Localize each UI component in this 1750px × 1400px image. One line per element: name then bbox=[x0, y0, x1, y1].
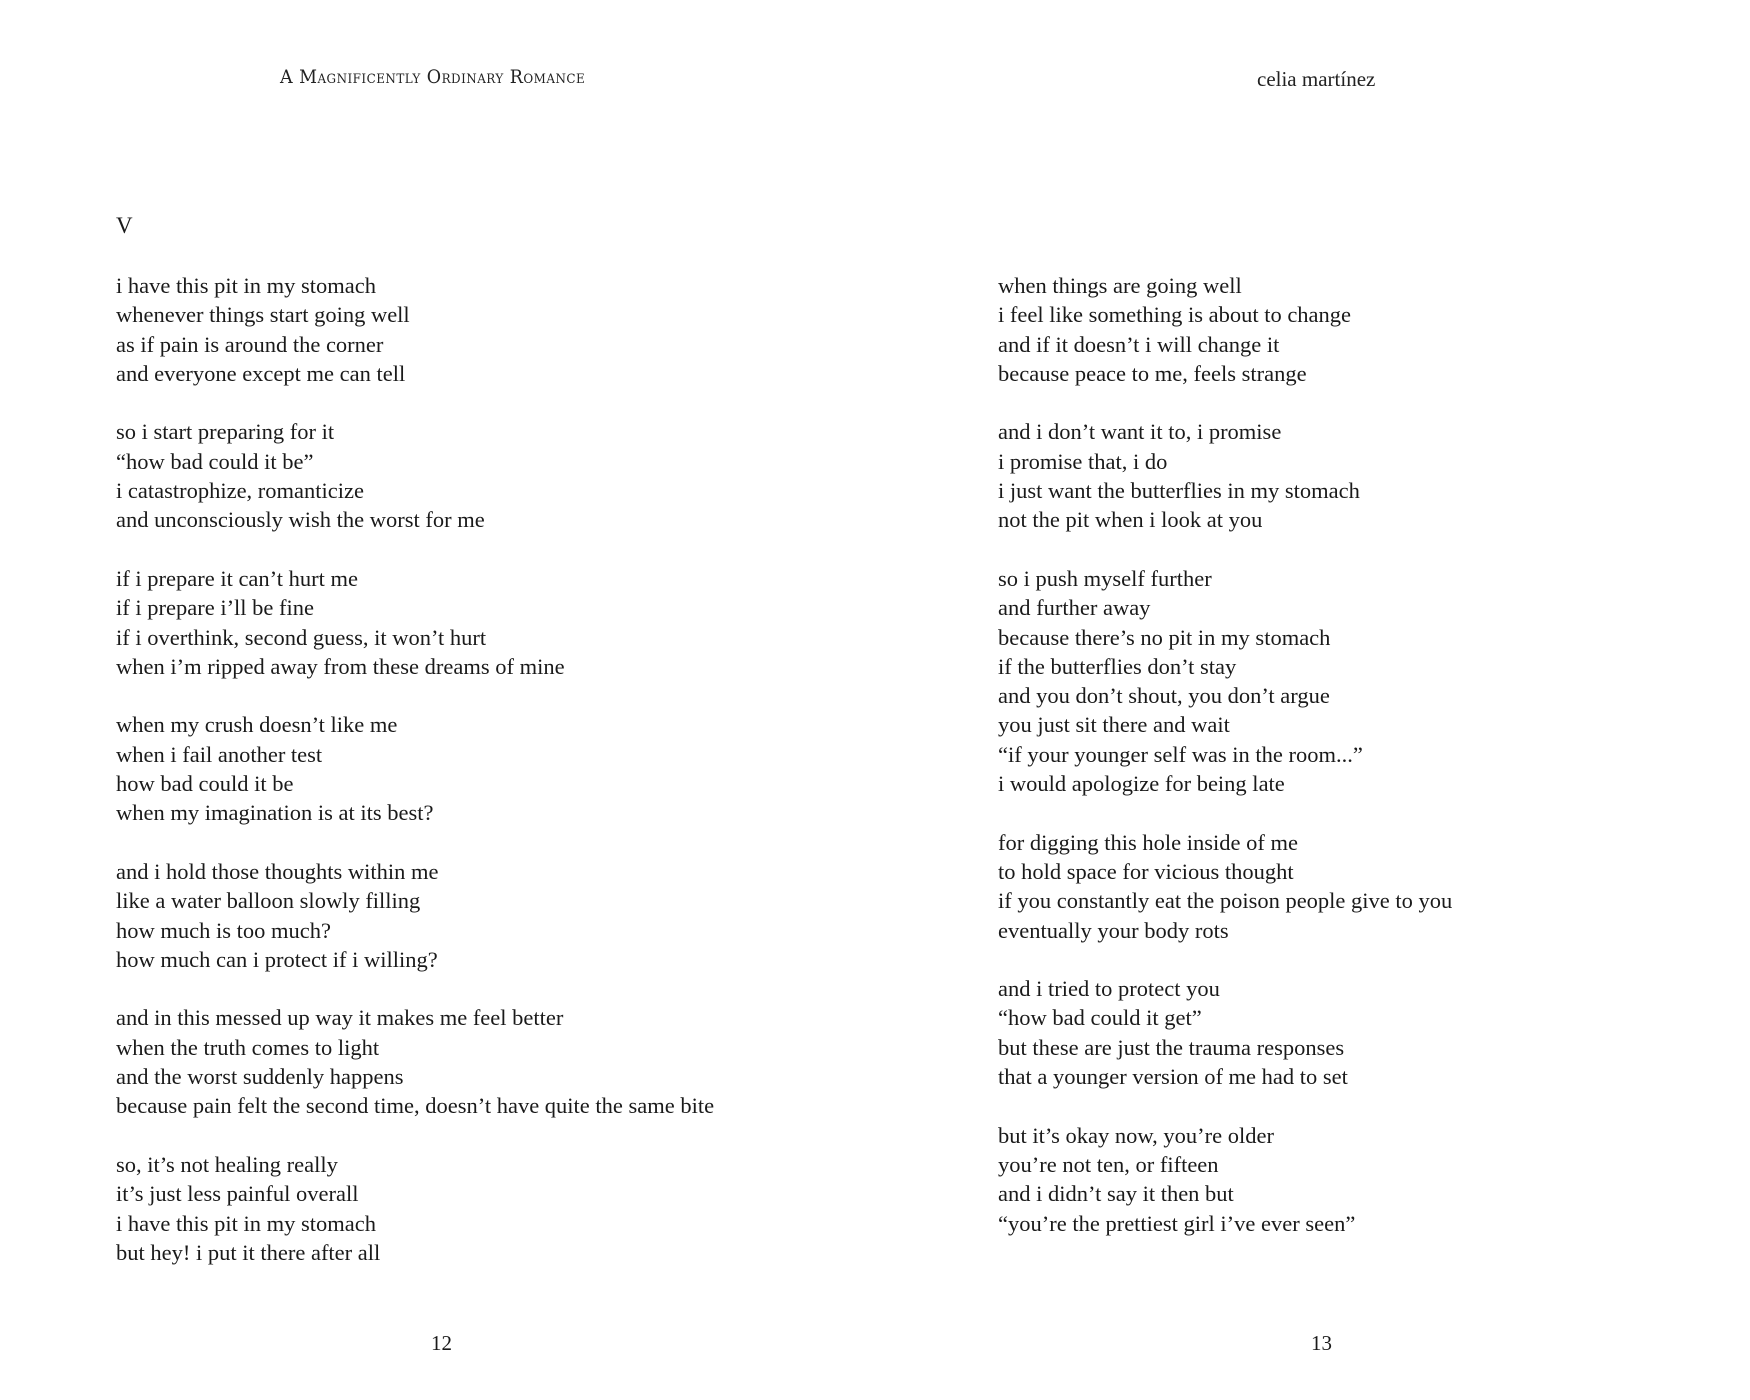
verse-line: i would apologize for being late bbox=[998, 771, 1285, 797]
verse-line: so, it’s not healing really bbox=[116, 1151, 338, 1177]
stanza bbox=[998, 828, 1452, 945]
verse-line: for digging this hole inside of me bbox=[998, 829, 1298, 855]
verse-line: but these are just the trauma responses bbox=[998, 1034, 1345, 1060]
stanza bbox=[998, 417, 1452, 534]
verse-line: if i prepare i’ll be fine bbox=[116, 595, 315, 621]
running-head-book-title: A Magnificently Ordinary Romance bbox=[280, 66, 586, 88]
verse-line: i feel like something is about to change bbox=[998, 302, 1352, 328]
stanza bbox=[116, 564, 714, 681]
verse-line: and i don’t want it to, i promise bbox=[998, 419, 1282, 445]
verse-line: i have this pit in my stomach bbox=[116, 1210, 376, 1236]
verse-line: but it’s okay now, you’re older bbox=[998, 1122, 1274, 1148]
section-number: V bbox=[116, 213, 133, 238]
verse-line: it’s just less painful overall bbox=[116, 1181, 359, 1207]
verse-line: and i didn’t say it then but bbox=[998, 1181, 1234, 1207]
verse-line: you just sit there and wait bbox=[998, 712, 1230, 738]
verse-line: that a younger version of me had to set bbox=[998, 1064, 1348, 1090]
verse-line: and i tried to protect you bbox=[998, 976, 1220, 1002]
verse-line: because peace to me, feels strange bbox=[998, 360, 1307, 386]
verse-line: so i push myself further bbox=[998, 565, 1212, 591]
page-number-left: 12 bbox=[431, 1331, 452, 1355]
verse-line: and unconsciously wish the worst for me bbox=[116, 507, 485, 533]
verse-line: and in this messed up way it makes me feel better bbox=[116, 1005, 564, 1031]
verse-line: because there’s no pit in my stomach bbox=[998, 624, 1331, 650]
verse-line: so i start preparing for it bbox=[116, 419, 335, 445]
verse-line: because pain felt the second time, doesn’t have quite the same bite bbox=[116, 1093, 715, 1119]
verse-line: you’re not ten, or fifteen bbox=[998, 1151, 1219, 1177]
verse-line: when i fail another test bbox=[116, 741, 323, 767]
verse-line: but hey! i put it there after all bbox=[116, 1239, 381, 1265]
verse-line: not the pit when i look at you bbox=[998, 507, 1263, 533]
running-head-author: celia martínez bbox=[1257, 67, 1376, 91]
poem-body-right bbox=[998, 271, 1452, 1267]
verse-line: “if your younger self was in the room...” bbox=[998, 741, 1363, 767]
verse-line: whenever things start going well bbox=[116, 302, 410, 328]
stanza bbox=[116, 1003, 714, 1120]
verse-line: when things are going well bbox=[998, 273, 1242, 298]
verse-line: when my imagination is at its best? bbox=[116, 800, 434, 826]
stanza bbox=[116, 710, 714, 827]
verse-line: if i prepare it can’t hurt me bbox=[116, 565, 358, 591]
verse-line: when my crush doesn’t like me bbox=[116, 712, 398, 738]
verse-line: and everyone except me can tell bbox=[116, 360, 406, 386]
verse-line: “how bad could it get” bbox=[998, 1005, 1202, 1031]
verse-line: and if it doesn’t i will change it bbox=[998, 331, 1280, 357]
verse-line: i have this pit in my stomach bbox=[116, 273, 376, 298]
verse-line: “how bad could it be” bbox=[116, 448, 314, 474]
stanza bbox=[116, 271, 714, 388]
verse-line: when i’m ripped away from these dreams of mine bbox=[116, 653, 565, 679]
verse-line: eventually your body rots bbox=[998, 917, 1229, 943]
right-page bbox=[875, 0, 1750, 1400]
verse-line: as if pain is around the corner bbox=[116, 331, 384, 357]
verse-line: and further away bbox=[998, 595, 1151, 621]
verse-line: if i overthink, second guess, it won’t hurt bbox=[116, 624, 487, 650]
verse-line: i promise that, i do bbox=[998, 448, 1168, 474]
poem-body-left bbox=[116, 271, 714, 1296]
verse-line: and you don’t shout, you don’t argue bbox=[998, 683, 1330, 709]
stanza bbox=[116, 857, 714, 974]
stanza bbox=[116, 417, 714, 534]
stanza bbox=[998, 974, 1452, 1091]
verse-line: “you’re the prettiest girl i’ve ever seen” bbox=[998, 1210, 1356, 1236]
stanza bbox=[998, 564, 1452, 798]
stanza bbox=[998, 1121, 1452, 1238]
verse-line: and the worst suddenly happens bbox=[116, 1064, 404, 1090]
verse-line: if the butterflies don’t stay bbox=[998, 653, 1237, 679]
verse-line: when the truth comes to light bbox=[116, 1034, 380, 1060]
page-number-right: 13 bbox=[1311, 1331, 1332, 1355]
stanza bbox=[116, 1150, 714, 1267]
stanza bbox=[998, 271, 1452, 388]
verse-line: how much can i protect if i willing? bbox=[116, 946, 438, 972]
verse-line: to hold space for vicious thought bbox=[998, 858, 1294, 884]
verse-line: and i hold those thoughts within me bbox=[116, 858, 439, 884]
verse-line: how much is too much? bbox=[116, 917, 331, 943]
verse-line: if you constantly eat the poison people give to you bbox=[998, 888, 1453, 914]
verse-line: like a water balloon slowly filling bbox=[116, 888, 421, 914]
verse-line: how bad could it be bbox=[116, 771, 294, 797]
verse-line: i catastrophize, romanticize bbox=[116, 478, 365, 504]
verse-line: i just want the butterflies in my stomach bbox=[998, 478, 1360, 504]
